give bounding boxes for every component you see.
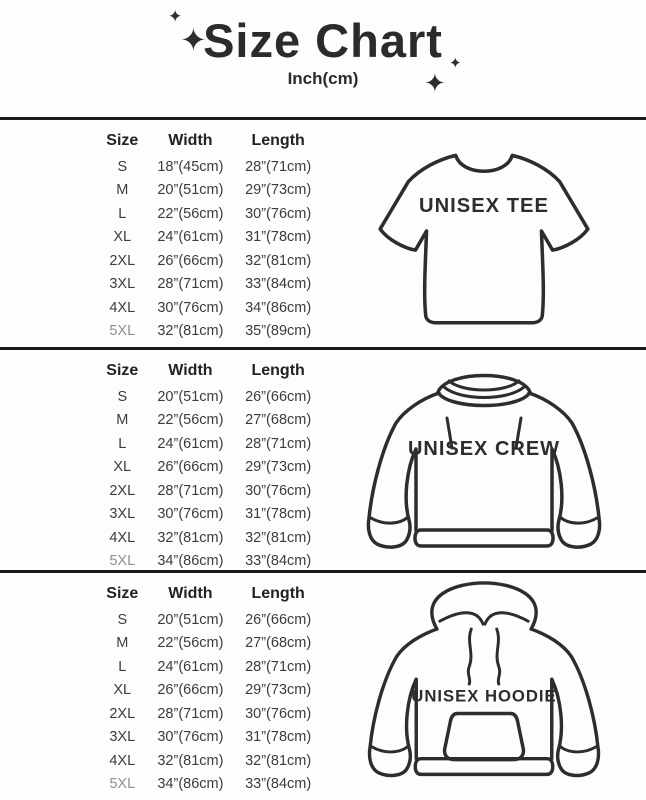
width-cell: 30”(76cm) <box>157 506 224 523</box>
tee-table-wrap <box>0 120 322 347</box>
width-cell: 34”(86cm) <box>157 553 224 570</box>
width-cell: 18”(45cm) <box>157 158 224 175</box>
width-cell: 22”(56cm) <box>157 412 224 429</box>
width-cell: 24”(61cm) <box>157 658 224 675</box>
table-row <box>98 202 322 226</box>
length-cell: 33”(84cm) <box>245 553 312 570</box>
length-cell: 26”(66cm) <box>245 388 312 405</box>
tee-section <box>0 117 646 347</box>
length-cell: 32”(81cm) <box>245 529 312 546</box>
table-row <box>98 632 322 656</box>
sparkle-icon: ✦ <box>168 7 183 26</box>
width-cell: 24”(61cm) <box>157 229 224 246</box>
size-cell: 3XL <box>109 729 136 746</box>
length-cell: 28”(71cm) <box>245 435 312 452</box>
table-row <box>98 432 322 456</box>
col-size: Size <box>106 585 139 602</box>
size-cell: L <box>118 658 127 675</box>
width-cell: 26”(66cm) <box>157 252 224 269</box>
size-cell: S <box>117 611 128 628</box>
table-row <box>98 249 322 273</box>
length-cell: 27”(68cm) <box>245 412 312 429</box>
col-size: Size <box>106 132 139 149</box>
table-row <box>98 226 322 250</box>
length-cell: 28”(71cm) <box>245 658 312 675</box>
size-cell: 5XL <box>109 323 136 340</box>
width-cell: 28”(71cm) <box>157 705 224 722</box>
size-cell: M <box>116 182 129 199</box>
length-cell: 33”(84cm) <box>245 276 312 293</box>
sparkle-icon: ✦ <box>180 22 207 58</box>
tee-garment-wrap <box>322 120 646 347</box>
size-cell: XL <box>113 459 132 476</box>
length-cell: 32”(81cm) <box>245 752 312 769</box>
width-cell: 20”(51cm) <box>157 388 224 405</box>
table-row <box>98 409 322 433</box>
width-cell: 32”(81cm) <box>157 323 224 340</box>
crew-size-table <box>98 357 322 573</box>
length-cell: 31”(78cm) <box>245 729 312 746</box>
width-cell: 34”(86cm) <box>157 776 224 793</box>
width-cell: 26”(66cm) <box>157 682 224 699</box>
col-width: Width <box>168 132 213 149</box>
size-cell: 3XL <box>109 276 136 293</box>
table-row <box>98 726 322 750</box>
hoodie-size-table <box>98 580 322 796</box>
width-cell: 20”(51cm) <box>157 611 224 628</box>
table-header-row <box>98 580 322 608</box>
size-cell: 2XL <box>109 482 136 499</box>
table-row <box>98 655 322 679</box>
width-cell: 28”(71cm) <box>157 276 224 293</box>
crew-section <box>0 347 646 570</box>
table-row <box>98 273 322 297</box>
length-cell: 30”(76cm) <box>245 705 312 722</box>
hoodie-section <box>0 570 646 800</box>
table-header-row <box>98 357 322 385</box>
size-cell: 4XL <box>109 752 136 769</box>
table-row <box>98 550 322 574</box>
size-cell: 2XL <box>109 705 136 722</box>
col-width: Width <box>168 362 213 379</box>
table-row <box>98 179 322 203</box>
size-cell: 5XL <box>109 553 136 570</box>
length-cell: 31”(78cm) <box>245 229 312 246</box>
width-cell: 32”(81cm) <box>157 752 224 769</box>
size-cell: 3XL <box>109 506 136 523</box>
table-row <box>98 503 322 527</box>
size-cell: XL <box>113 229 132 246</box>
width-cell: 30”(76cm) <box>157 299 224 316</box>
width-cell: 32”(81cm) <box>157 529 224 546</box>
size-cell: L <box>118 435 127 452</box>
size-cell: S <box>117 388 128 405</box>
size-cell: M <box>116 635 129 652</box>
size-cell: 4XL <box>109 299 136 316</box>
col-size: Size <box>106 362 139 379</box>
table-row <box>98 320 322 344</box>
length-cell: 30”(76cm) <box>245 205 312 222</box>
table-row <box>98 702 322 726</box>
units-subtitle: Inch(cm) <box>287 69 359 89</box>
table-row <box>98 749 322 773</box>
col-length: Length <box>251 585 305 602</box>
width-cell: 30”(76cm) <box>157 729 224 746</box>
crew-table-wrap <box>0 350 322 570</box>
tee-illustration <box>358 135 610 333</box>
width-cell: 24”(61cm) <box>157 435 224 452</box>
size-cell: XL <box>113 682 132 699</box>
sparkle-icon: ✦ <box>424 68 446 98</box>
size-cell: 2XL <box>109 252 136 269</box>
length-cell: 29”(73cm) <box>245 459 312 476</box>
length-cell: 35”(89cm) <box>245 323 312 340</box>
table-row <box>98 679 322 703</box>
length-cell: 27”(68cm) <box>245 635 312 652</box>
hoodie-garment-wrap <box>322 573 646 800</box>
crew-garment-wrap <box>322 350 646 570</box>
table-row <box>98 608 322 632</box>
sparkle-icon: ✦ <box>449 55 462 72</box>
length-cell: 28”(71cm) <box>245 158 312 175</box>
length-cell: 31”(78cm) <box>245 506 312 523</box>
hoodie-table-wrap <box>0 573 322 800</box>
length-cell: 30”(76cm) <box>245 482 312 499</box>
size-cell: S <box>117 158 128 175</box>
garment-label: UNISEX CREW <box>407 438 561 460</box>
size-cell: M <box>116 412 129 429</box>
width-cell: 20”(51cm) <box>157 182 224 199</box>
table-row <box>98 385 322 409</box>
col-length: Length <box>251 132 305 149</box>
garment-label: UNISEX HOODIE <box>411 686 557 706</box>
tee-size-table <box>98 127 322 343</box>
col-width: Width <box>168 585 213 602</box>
hoodie-illustration <box>361 578 607 796</box>
table-row <box>98 456 322 480</box>
table-row <box>98 526 322 550</box>
length-cell: 29”(73cm) <box>245 182 312 199</box>
width-cell: 26”(66cm) <box>157 459 224 476</box>
width-cell: 22”(56cm) <box>157 635 224 652</box>
length-cell: 34”(86cm) <box>245 299 312 316</box>
length-cell: 26”(66cm) <box>245 611 312 628</box>
table-row <box>98 773 322 797</box>
table-row <box>98 479 322 503</box>
length-cell: 32”(81cm) <box>245 252 312 269</box>
header <box>0 0 646 117</box>
size-cell: 5XL <box>109 776 136 793</box>
size-cell: 4XL <box>109 529 136 546</box>
table-row <box>98 155 322 179</box>
size-cell: L <box>118 205 127 222</box>
col-length: Length <box>251 362 305 379</box>
garment-label: UNISEX TEE <box>419 194 549 217</box>
crew-illustration <box>359 356 609 564</box>
length-cell: 29”(73cm) <box>245 682 312 699</box>
length-cell: 33”(84cm) <box>245 776 312 793</box>
width-cell: 28”(71cm) <box>157 482 224 499</box>
width-cell: 22”(56cm) <box>157 205 224 222</box>
table-header-row <box>98 127 322 155</box>
page-title: Size Chart <box>203 14 443 67</box>
table-row <box>98 296 322 320</box>
